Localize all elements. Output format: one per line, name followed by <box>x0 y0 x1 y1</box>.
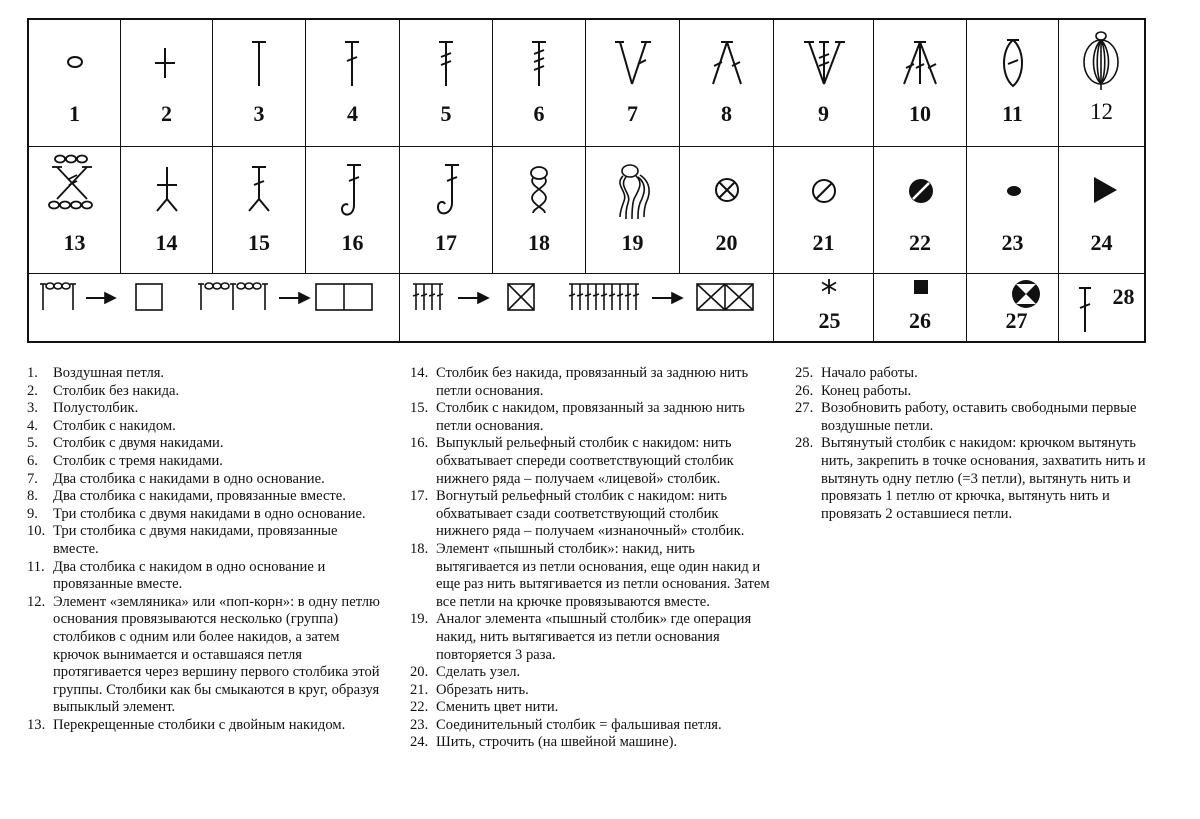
descriptions-column-3 <box>795 365 1150 523</box>
description-text: Выпуклый рельефный столбик с накидом: нить обхватывает спереди соответствующий столбик нижнего ряда – получаем «лицевой» столбик. <box>436 435 734 487</box>
symbol-number: 16 <box>341 230 364 255</box>
description-text: Обрезать нить. <box>436 681 529 698</box>
legend-cell-20 <box>680 147 774 274</box>
description-number: 11. <box>27 558 45 575</box>
description-text: Два столбика с накидами, провязанные вместе. <box>53 488 346 505</box>
description-item <box>795 400 1150 435</box>
description-item <box>410 400 772 435</box>
description-text: Столбик без накида, провязанный за заднюю нить петли основания. <box>436 365 749 399</box>
three-tr-together-icon <box>874 20 967 147</box>
symbol-number: 18 <box>528 230 550 255</box>
two-dc-one-base-together-icon <box>967 20 1059 147</box>
description-text: Перекрещенные столбики с двойным накидом. <box>53 716 346 733</box>
description-item <box>795 383 1150 401</box>
legend-cell-8 <box>680 20 774 147</box>
double-treble-crochet-icon <box>493 20 586 147</box>
description-text: Три столбика с двумя накидами, провязанные вместе. <box>53 523 338 557</box>
symbol-number: 9 <box>818 101 829 126</box>
symbol-number: 15 <box>248 230 270 255</box>
descriptions-column-1 <box>27 365 380 734</box>
description-item <box>410 365 772 400</box>
description-item <box>27 523 380 558</box>
stitches-to-crossed-square-icon <box>400 274 774 343</box>
description-item <box>410 699 772 717</box>
description-number: 16. <box>410 435 429 452</box>
legend-cell-5 <box>400 20 493 147</box>
description-item <box>27 488 380 506</box>
legend-cell-25 <box>774 274 874 343</box>
symbol-number: 11 <box>1002 101 1023 126</box>
legend-cell-9 <box>774 20 874 147</box>
description-item <box>27 559 380 594</box>
description-number: 17. <box>410 488 429 505</box>
symbol-number: 20 <box>715 230 738 255</box>
symbol-number: 23 <box>1001 230 1024 255</box>
single-crochet-icon <box>121 20 213 147</box>
symbol-number: 26 <box>909 308 931 333</box>
description-number: 24. <box>410 734 429 751</box>
symbol-number: 25 <box>818 308 841 333</box>
half-double-crochet-icon <box>213 20 306 147</box>
description-number: 3. <box>27 400 38 417</box>
description-text: Столбик с двумя накидами. <box>53 435 224 452</box>
description-number: 28. <box>795 435 814 452</box>
description-number: 26. <box>795 382 814 399</box>
description-item <box>27 400 380 418</box>
symbol-number: 7 <box>627 101 638 126</box>
symbol-number: 14 <box>155 230 178 255</box>
symbol-number: 22 <box>909 230 931 255</box>
description-text: Соединительный столбик = фальшивая петля. <box>436 716 722 733</box>
two-dc-one-base-icon <box>586 20 680 147</box>
descriptions-column-2 <box>410 365 772 752</box>
description-item <box>410 664 772 682</box>
legend-cell-16 <box>306 147 400 274</box>
description-number: 20. <box>410 664 429 681</box>
description-number: 18. <box>410 540 429 557</box>
description-item <box>27 418 380 436</box>
description-item <box>795 365 1150 383</box>
description-item <box>410 682 772 700</box>
legend-cell-7 <box>586 20 680 147</box>
description-item <box>27 383 380 401</box>
symbol-legend-table <box>27 18 1146 343</box>
symbol-number: 6 <box>533 101 545 126</box>
legend-cell-1 <box>29 20 121 147</box>
symbol-number: 10 <box>909 101 931 126</box>
description-item <box>410 435 772 488</box>
symbol-number: 27 <box>1005 308 1028 333</box>
symbol-number: 1 <box>69 101 80 126</box>
description-number: 1. <box>27 365 38 381</box>
legend-cell-27 <box>967 274 1059 343</box>
treble-crochet-icon <box>400 20 493 147</box>
description-number: 22. <box>410 699 429 716</box>
description-text: Элемент «земляника» или «поп-корн»: в одну петлю основания провязываются несколько (группа) столбиков с одним или более накидов, а затем крючок вынимается и оставшаяся петля протягивается через вершину первого столбика этой группы. Столбики как бы смыкаются в круг, образуя выпыклый элемент. <box>53 593 380 716</box>
symbol-number: 24 <box>1090 230 1113 255</box>
symbol-number: 13 <box>63 230 86 255</box>
description-item <box>27 453 380 471</box>
description-text: Два столбика с накидом в одно основание и провязанные вместе. <box>53 558 326 593</box>
legend-cell-23 <box>967 147 1059 274</box>
description-text: Сменить цвет нити. <box>436 699 559 716</box>
description-text: Вытянутый столбик с накидом: крючком вытянуть нить, закрепить в точке основания, захватить нить и вытянуть одну петлю (=3 петли), вытянуть нить и провязать 1 петлю от крючка, вытянуть нить и провязать 2 оставшиеся петли. <box>821 435 1146 522</box>
description-item <box>27 471 380 489</box>
legend-cell-stitches-to-crossed-square <box>400 274 774 343</box>
description-number: 25. <box>795 365 814 381</box>
description-text: Элемент «пышный столбик»: накид, нить вытягивается из петли основания, еще один накид и еще раз нить вытягивается из петли основания. Затем все петли на крючке провязываются вместе. <box>436 540 770 610</box>
description-number: 5. <box>27 435 38 452</box>
description-item <box>410 611 772 664</box>
description-number: 2. <box>27 382 38 399</box>
description-number: 21. <box>410 681 429 698</box>
legend-cell-11 <box>967 20 1059 147</box>
description-item <box>795 435 1150 523</box>
symbol-number: 17 <box>435 230 457 255</box>
description-number: 14. <box>410 365 429 381</box>
legend-cell-26 <box>874 274 967 343</box>
legend-cell-10 <box>874 20 967 147</box>
popcorn-stitch-icon <box>1059 20 1144 147</box>
description-item <box>410 717 772 735</box>
symbol-number: 28 <box>1112 284 1135 309</box>
description-number: 15. <box>410 400 429 417</box>
three-tr-one-base-icon <box>774 20 874 147</box>
description-number: 4. <box>27 417 38 434</box>
description-text: Полустолбик. <box>53 400 139 417</box>
description-number: 8. <box>27 488 38 505</box>
legend-cell-13 <box>29 147 121 274</box>
description-text: Начало работы. <box>821 365 918 381</box>
description-item <box>27 365 380 383</box>
legend-cell-15 <box>213 147 306 274</box>
description-text: Три столбика с двумя накидами в одно основание. <box>53 505 366 522</box>
description-item <box>27 435 380 453</box>
legend-cell-17 <box>400 147 493 274</box>
two-dc-together-icon <box>680 20 774 147</box>
symbol-number: 19 <box>621 230 644 255</box>
description-item <box>410 488 772 541</box>
description-text: Возобновить работу, оставить свободными первые воздушные петли. <box>821 400 1137 434</box>
legend-cell-3 <box>213 20 306 147</box>
description-number: 6. <box>27 452 38 469</box>
legend-cell-2 <box>121 20 213 147</box>
legend-cell-19 <box>586 147 680 274</box>
legend-cell-6 <box>493 20 586 147</box>
legend-cell-24 <box>1059 147 1144 274</box>
legend-cell-chain-to-square <box>29 274 400 343</box>
symbol-number: 2 <box>161 101 172 126</box>
description-number: 27. <box>795 400 814 417</box>
symbol-number: 5 <box>440 101 452 126</box>
legend-cell-4 <box>306 20 400 147</box>
legend-cell-14 <box>121 147 213 274</box>
description-text: Сделать узел. <box>436 664 521 681</box>
description-number: 23. <box>410 716 429 733</box>
description-text: Столбик с тремя накидами. <box>53 452 223 469</box>
description-number: 7. <box>27 470 38 487</box>
description-text: Столбик с накидом. <box>53 417 176 434</box>
description-number: 12. <box>27 593 46 610</box>
description-text: Шить, строчить (на швейной машине). <box>436 734 678 751</box>
legend-cell-22 <box>874 147 967 274</box>
double-crochet-icon <box>306 20 400 147</box>
legend-cell-28 <box>1059 274 1144 343</box>
symbol-number: 8 <box>721 101 732 126</box>
legend-cell-21 <box>774 147 874 274</box>
description-item <box>27 506 380 524</box>
description-item <box>27 594 380 717</box>
description-item <box>27 717 380 735</box>
legend-cell-12 <box>1059 20 1144 147</box>
legend-cell-18 <box>493 147 586 274</box>
description-text: Два столбика с накидами в одно основание. <box>53 470 325 487</box>
description-text: Столбик без накида. <box>53 382 180 399</box>
symbol-number: 4 <box>347 101 358 126</box>
symbol-number: 12 <box>1090 99 1113 124</box>
description-text: Столбик с накидом, провязанный за заднюю нить петли основания. <box>436 400 745 434</box>
description-text: Аналог элемента «пышный столбик» где операция накид, нить вытягивается из петли основания повторяется 3 раза. <box>436 611 752 663</box>
description-number: 13. <box>27 716 46 733</box>
description-item <box>410 541 772 611</box>
description-text: Конец работы. <box>821 382 912 399</box>
chain-stitch-icon <box>29 20 121 147</box>
description-text: Воздушная петля. <box>53 365 165 381</box>
description-text: Вогнутый рельефный столбик с накидом: нить обхватывает сзади соответствующий столбик нижнего ряда – получаем «изнаночный» столбик. <box>436 488 745 540</box>
chain-to-square-icon <box>29 274 400 343</box>
description-number: 10. <box>27 523 46 540</box>
description-number: 19. <box>410 611 429 628</box>
description-number: 9. <box>27 505 38 522</box>
description-item <box>410 734 772 752</box>
symbol-number: 3 <box>253 101 265 126</box>
symbol-number: 21 <box>812 230 835 255</box>
